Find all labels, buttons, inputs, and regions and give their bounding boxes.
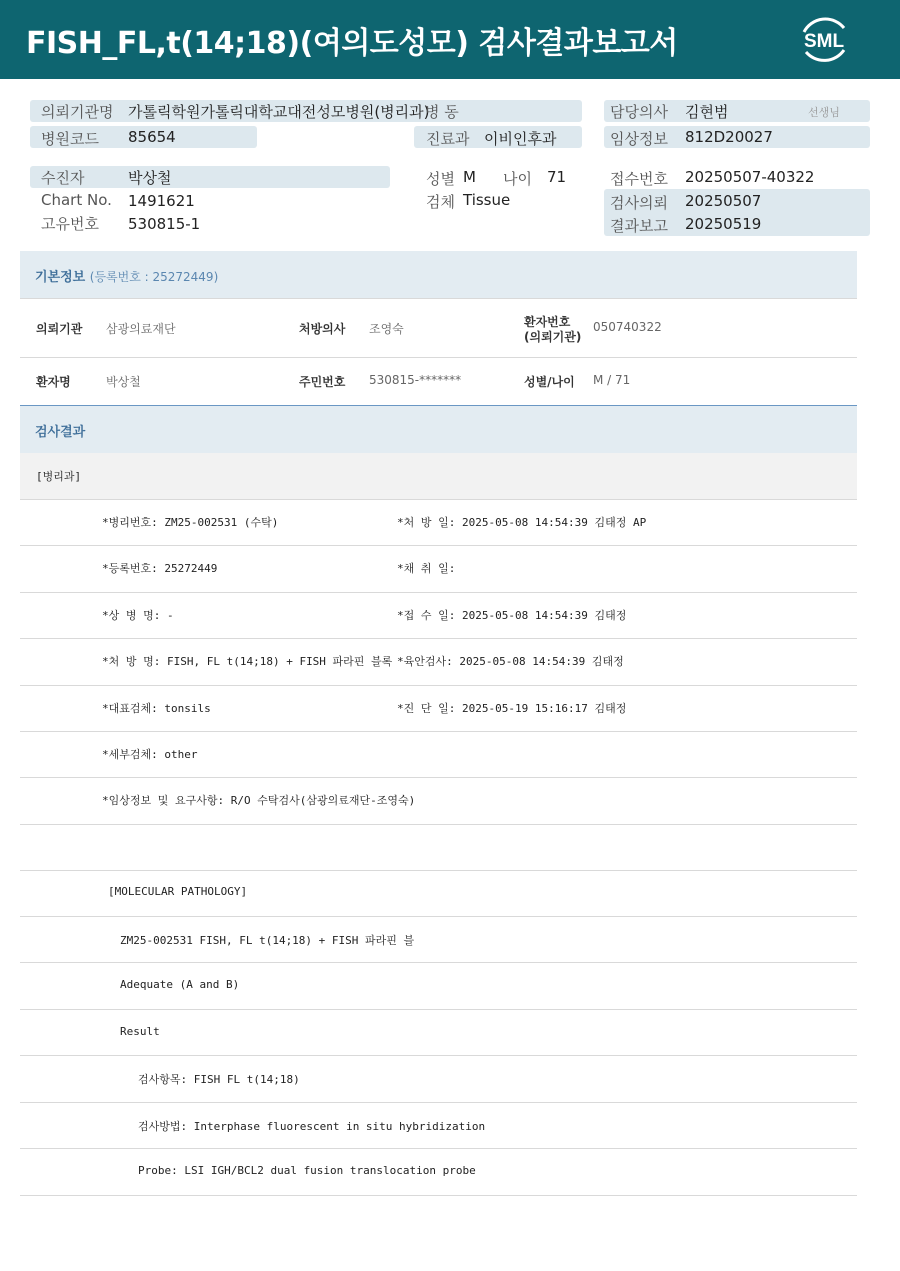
sex-age-label: 성별/나이 xyxy=(524,375,575,389)
divider xyxy=(20,1009,857,1010)
divider xyxy=(20,1148,857,1149)
doctor-suffix: 선생님 xyxy=(808,106,840,119)
basic-info-header xyxy=(20,251,857,298)
case-line: ZM25-002531 FISH, FL t(14;18) + FISH 파라핀 블 xyxy=(120,934,415,947)
department-value: 이비인후과 xyxy=(484,130,557,148)
receipt-no-label: 접수번호 xyxy=(610,170,668,188)
result-field-left: *처 방 명: FISH, FL t(14;18) + FISH 파라핀 블록 xyxy=(102,655,393,669)
sml-logo-icon xyxy=(796,12,852,68)
report-date-value: 20250519 xyxy=(685,215,762,233)
divider xyxy=(20,962,857,963)
chart-no-label: Chart No. xyxy=(41,191,112,209)
divider xyxy=(20,916,857,917)
divider xyxy=(20,499,857,500)
patient-label: 수진자 xyxy=(41,169,85,187)
referring-institution-value: 가톨릭학원가톨릭대학교대전성모병원(병리과) xyxy=(128,103,430,121)
results-title: 검사결과 xyxy=(35,425,86,440)
report-date-label: 결과보고 xyxy=(610,217,668,235)
result-line: Result xyxy=(120,1025,160,1038)
divider xyxy=(20,685,857,686)
probe-line: Probe: LSI IGH/BCL2 dual fusion translocation probe xyxy=(138,1164,476,1177)
hospital-code-label: 병원코드 xyxy=(41,130,99,148)
chart-no-value: 1491621 xyxy=(128,192,195,210)
patient-number-label: 환자번호 xyxy=(524,315,571,329)
department-tag: [병리과] xyxy=(36,470,82,483)
request-date-label: 검사의뢰 xyxy=(610,194,668,212)
sex-value: M xyxy=(463,168,476,186)
receipt-no-value: 20250507-40322 xyxy=(685,168,815,186)
divider xyxy=(20,1102,857,1103)
divider xyxy=(20,1195,857,1196)
report-header xyxy=(0,0,900,79)
clinical-info-value: 812D20027 xyxy=(685,128,773,146)
divider xyxy=(20,731,857,732)
sex-label: 성별 xyxy=(426,170,455,188)
logo-text: SML xyxy=(803,31,845,52)
sex-age-value: M / 71 xyxy=(593,373,631,387)
divider xyxy=(20,545,857,546)
divider xyxy=(20,592,857,593)
specimen-value: Tissue xyxy=(463,191,511,209)
adequacy-line: Adequate (A and B) xyxy=(120,978,240,991)
divider xyxy=(20,870,857,871)
department-label: 진료과 xyxy=(426,130,470,148)
result-field-left: *대표검체: tonsils xyxy=(102,701,211,715)
basic-info-title: 기본정보 xyxy=(35,270,86,285)
request-date-value: 20250507 xyxy=(685,192,762,210)
divider xyxy=(20,298,857,299)
divider xyxy=(20,638,857,639)
result-field-left: *임상정보 및 요구사항: R/O 수탁검사(삼광의료재단-조영숙) xyxy=(102,794,416,808)
patient-name-value: 박상철 xyxy=(106,375,141,389)
patient-value: 박상철 xyxy=(128,169,172,187)
molecular-heading: [MOLECULAR PATHOLOGY] xyxy=(108,885,248,898)
divider xyxy=(20,777,857,778)
result-field-right: *접 수 일: 2025-05-08 14:54:39 김태정 xyxy=(397,608,627,622)
report-title: FISH_FL,t(14;18)(여의도성모) 검사결과보고서 xyxy=(26,26,678,61)
divider xyxy=(20,357,857,358)
unique-no-value: 530815-1 xyxy=(128,215,201,233)
patient-name-label: 환자명 xyxy=(36,375,71,389)
patient-number-label-sub: (의뢰기관) xyxy=(524,330,582,344)
divider xyxy=(20,824,857,825)
department-row xyxy=(20,453,857,499)
basic-institution-label: 의뢰기관 xyxy=(36,322,83,336)
result-field-right: *채 취 일: xyxy=(397,562,456,576)
prescriber-value: 조영숙 xyxy=(369,322,404,336)
result-field-left: *병리번호: ZM25-002531 (수탁) xyxy=(102,516,279,529)
referring-institution-label: 의뢰기관명 xyxy=(41,103,114,121)
result-field-right: *진 단 일: 2025-05-19 15:16:17 김태정 xyxy=(397,701,627,715)
doctor-value: 김현범 xyxy=(685,103,729,121)
result-field-right: *육안검사: 2025-05-08 14:54:39 김태정 xyxy=(397,655,624,669)
resident-number-label: 주민번호 xyxy=(299,375,346,389)
patient-number-value: 050740322 xyxy=(593,320,662,334)
result-field-left: *세부검체: other xyxy=(102,748,198,761)
prescriber-label: 처방의사 xyxy=(299,322,346,336)
clinical-info-label: 임상정보 xyxy=(610,130,668,148)
divider xyxy=(20,1055,857,1056)
basic-institution-value: 삼광의료재단 xyxy=(106,322,176,336)
registration-number: (등록번호 : 25272449) xyxy=(89,270,219,284)
test-method-line: 검사방법: Interphase fluorescent in situ hybridization xyxy=(138,1120,486,1133)
age-value: 71 xyxy=(547,168,567,186)
age-label: 나이 xyxy=(503,170,532,188)
results-header xyxy=(20,406,857,453)
test-item-line: 검사항목: FISH FL t(14;18) xyxy=(138,1073,300,1086)
result-field-left: *상 병 명: - xyxy=(102,608,174,622)
hospital-code-value: 85654 xyxy=(128,128,176,146)
specimen-label: 검체 xyxy=(426,193,455,211)
resident-number-value: 530815-******* xyxy=(369,373,462,387)
doctor-label: 담당의사 xyxy=(610,103,668,121)
result-field-left: *등록번호: 25272449 xyxy=(102,562,218,576)
ward-label: 병 동 xyxy=(425,103,459,121)
result-field-right: *처 방 일: 2025-05-08 14:54:39 김태정 AP xyxy=(397,516,647,529)
unique-no-label: 고유번호 xyxy=(41,215,99,233)
